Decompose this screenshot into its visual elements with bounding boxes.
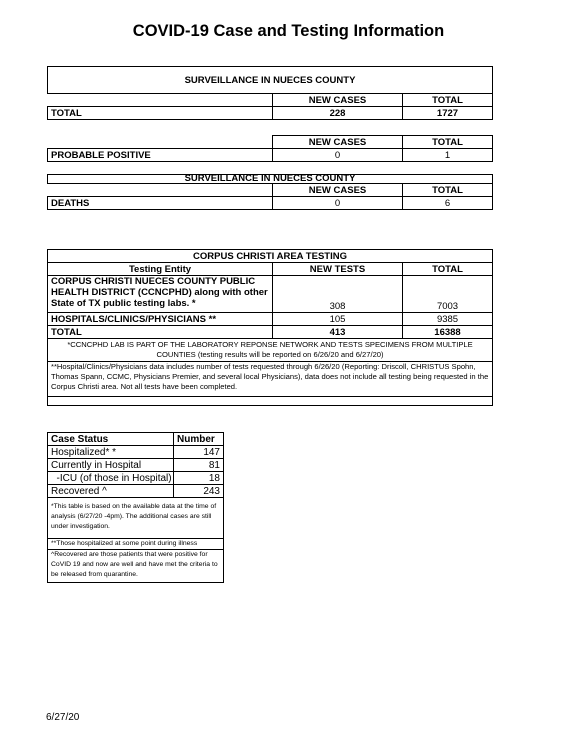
surveillance-table bbox=[47, 66, 493, 120]
deaths-table bbox=[47, 174, 493, 210]
total-cases: 1727 bbox=[403, 107, 493, 120]
deaths-total: 6 bbox=[403, 197, 493, 210]
case-status-value: 243 bbox=[174, 485, 224, 498]
case-status-label: Recovered ^ bbox=[48, 485, 174, 498]
case-status-label: -ICU (of those in Hospital) bbox=[48, 472, 174, 485]
table-row bbox=[48, 459, 224, 472]
new-cases-header: NEW CASES bbox=[273, 94, 403, 107]
total-label: TOTAL bbox=[48, 107, 273, 120]
testing-total-header: TOTAL bbox=[403, 263, 493, 276]
table-row bbox=[48, 313, 493, 326]
testing-new: 308 bbox=[273, 276, 403, 313]
probable-total-header: TOTAL bbox=[403, 136, 493, 149]
table-row bbox=[48, 326, 493, 339]
probable-label: PROBABLE POSITIVE bbox=[48, 149, 273, 162]
testing-entity: CORPUS CHRISTI NUECES COUNTY PUBLIC HEALTH DISTRICT (CCNCPHD) along with other State of TX public testing labs. * bbox=[48, 276, 273, 313]
table-row bbox=[48, 446, 224, 459]
deaths-label: DEATHS bbox=[48, 197, 273, 210]
testing-entity: HOSPITALS/CLINICS/PHYSICIANS ** bbox=[48, 313, 273, 326]
case-status-note-3: ^Recovered are those patients that were positive for CoVID 19 and now are well and have met the criteria to be released from quarantine. bbox=[48, 550, 224, 583]
case-status-table bbox=[47, 432, 224, 583]
total-header: TOTAL bbox=[403, 94, 493, 107]
deaths-section-header: SURVEILLANCE IN NUECES COUNTY bbox=[48, 175, 493, 184]
page-title: COVID-19 Case and Testing Information bbox=[132, 22, 445, 40]
total-new-cases: 228 bbox=[273, 107, 403, 120]
deaths-total-header: TOTAL bbox=[403, 184, 493, 197]
deaths-new: 0 bbox=[273, 197, 403, 210]
report-date: 6/27/20 bbox=[46, 712, 80, 723]
case-status-header: Case Status bbox=[48, 433, 174, 446]
testing-note-1: *CCNCPHD LAB IS PART OF THE LABORATORY REPONSE NETWORK AND TESTS SPECIMENS FROM MULTIPLE COUNTIES (testing results will be reported on 6/26/20 and 6/27/20) bbox=[48, 339, 493, 362]
testing-total: 16388 bbox=[403, 326, 493, 339]
testing-new: 413 bbox=[273, 326, 403, 339]
testing-entity: TOTAL bbox=[48, 326, 273, 339]
testing-total: 9385 bbox=[403, 313, 493, 326]
probable-new-header: NEW CASES bbox=[273, 136, 403, 149]
testing-table bbox=[47, 249, 493, 406]
case-status-note-1: *This table is based on the available data at the time of analysis (6/27/20 -4pm). The additional cases are still under investigation. bbox=[48, 498, 224, 539]
deaths-new-header: NEW CASES bbox=[273, 184, 403, 197]
case-status-value: 81 bbox=[174, 459, 224, 472]
case-status-value: 147 bbox=[174, 446, 224, 459]
new-tests-header: NEW TESTS bbox=[273, 263, 403, 276]
probable-table bbox=[47, 135, 493, 162]
case-status-value: 18 bbox=[174, 472, 224, 485]
case-status-label: Currently in Hospital bbox=[48, 459, 174, 472]
table-row bbox=[48, 472, 224, 485]
probable-total: 1 bbox=[403, 149, 493, 162]
table-row bbox=[48, 276, 493, 313]
testing-note-2: **Hospital/Clinics/Physicians data includes number of tests requested through 6/26/20 (Reporting: Driscoll, CHRISTUS Spohn, Thomas Spann, CCMC, Physicians Premier, and several local Physicians), data does not include all testing being requested in the Corpus Christi area. Not all tests have been completed. bbox=[48, 362, 493, 397]
number-header: Number bbox=[174, 433, 224, 446]
testing-total: 7003 bbox=[403, 276, 493, 313]
surveillance-header: SURVEILLANCE IN NUECES COUNTY bbox=[48, 67, 493, 94]
testing-entity-header: Testing Entity bbox=[48, 263, 273, 276]
case-status-label: Hospitalized* * bbox=[48, 446, 174, 459]
table-row bbox=[48, 485, 224, 498]
case-status-note-2: **Those hospitalized at some point during illness bbox=[48, 539, 224, 550]
testing-new: 105 bbox=[273, 313, 403, 326]
probable-new: 0 bbox=[273, 149, 403, 162]
testing-header: CORPUS CHRISTI AREA TESTING bbox=[48, 250, 493, 263]
